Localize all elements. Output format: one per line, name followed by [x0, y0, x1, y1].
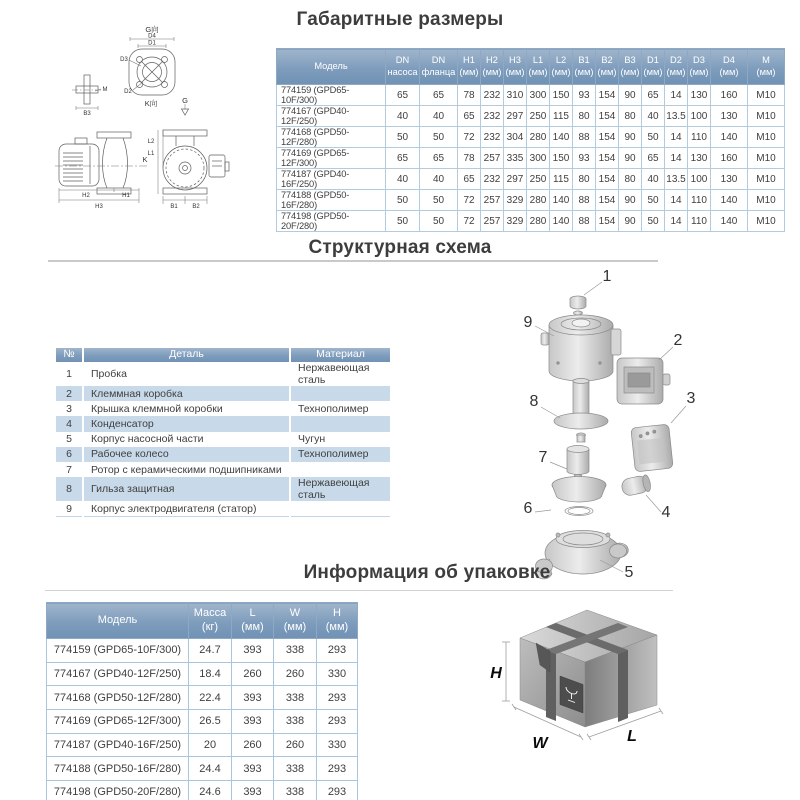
table-cell: Рабочее колесо	[83, 447, 290, 462]
column-header: H2 (мм)	[481, 49, 504, 85]
table-cell: 774187 (GPD40-16F/250)	[47, 733, 189, 757]
table-cell: 280	[527, 190, 550, 211]
table-row	[56, 501, 390, 517]
dimensions-table	[276, 48, 785, 232]
table-cell: 90	[619, 85, 642, 106]
table-cell: 774188 (GPD50-16F/280)	[277, 190, 386, 211]
part-number-8: 8	[529, 393, 539, 410]
table-cell: 110	[688, 190, 711, 211]
table-cell	[290, 501, 390, 517]
table-cell: 140	[550, 211, 573, 232]
dim-label-d2: D2	[124, 89, 132, 95]
table-cell: 65	[458, 169, 481, 190]
side-bracket-view	[72, 75, 108, 117]
table-row	[47, 710, 358, 734]
table-cell: 14	[665, 148, 688, 169]
table-cell: 26.5	[189, 710, 232, 734]
part-impeller	[552, 477, 606, 516]
table-cell: Корпус электродвигателя (статор)	[83, 501, 290, 517]
dim-label-g: G	[182, 96, 188, 105]
table-cell: M10	[748, 148, 785, 169]
column-header: D4 (мм)	[711, 49, 748, 85]
table-cell: 335	[504, 148, 527, 169]
header-row	[277, 49, 785, 85]
table-cell: 774168 (GPD50-12F/280)	[47, 686, 189, 710]
table-cell	[290, 386, 390, 401]
table-cell: 232	[481, 85, 504, 106]
table-cell: 310	[504, 85, 527, 106]
header-row	[56, 348, 390, 362]
table-cell: 293	[317, 639, 358, 663]
column-header: Деталь	[83, 348, 290, 362]
flange-view	[120, 24, 175, 108]
table-cell: 260	[232, 733, 274, 757]
table-cell: 50	[386, 127, 420, 148]
table-cell: Гильза защитная	[83, 477, 290, 501]
table-cell: 1	[66, 368, 72, 380]
column-header: M (мм)	[748, 49, 785, 85]
table-cell: M10	[748, 85, 785, 106]
column-header: L2 (мм)	[550, 49, 573, 85]
table-row	[56, 416, 390, 431]
table-row	[47, 639, 358, 663]
table-cell: 14	[665, 211, 688, 232]
part-motor-housing	[541, 315, 621, 381]
column-header: Материал	[290, 348, 390, 362]
part-sleeve	[554, 379, 608, 443]
table-cell	[290, 462, 390, 477]
dim-label-d3: D3	[120, 57, 128, 63]
table-cell: 260	[274, 662, 317, 686]
table-cell: 293	[317, 757, 358, 781]
table-cell: 232	[481, 106, 504, 127]
table-row	[277, 106, 785, 127]
table-cell: 393	[232, 781, 274, 800]
table-cell: 130	[711, 169, 748, 190]
package-box-illustration	[460, 598, 720, 778]
section-title-packaging: Информация об упаковке	[303, 562, 551, 583]
table-cell: 260	[274, 733, 317, 757]
column-header: DN фланца	[420, 49, 458, 85]
table-cell: 80	[619, 169, 642, 190]
table-cell: 14	[665, 127, 688, 148]
table-cell: 280	[527, 211, 550, 232]
table-cell: M10	[748, 127, 785, 148]
table-row	[47, 662, 358, 686]
part-number-2: 2	[673, 332, 683, 349]
table-row	[277, 127, 785, 148]
table-cell: 20	[189, 733, 232, 757]
table-cell: Чугун	[290, 432, 390, 447]
part-capacitor	[620, 474, 651, 497]
column-header: D2 (мм)	[665, 49, 688, 85]
table-cell: 50	[420, 127, 458, 148]
table-cell: 93	[573, 148, 596, 169]
table-cell: 257	[481, 190, 504, 211]
table-cell: Клеммная коробка	[83, 386, 290, 401]
table-cell: 774188 (GPD50-16F/280)	[47, 757, 189, 781]
table-cell: 90	[619, 148, 642, 169]
table-cell: 40	[642, 169, 665, 190]
table-cell: 297	[504, 106, 527, 127]
table-row	[56, 386, 390, 401]
section-title-dimensions: Габаритные размеры	[296, 9, 504, 30]
section-title-structure: Структурная схема	[308, 237, 492, 258]
table-cell: 338	[274, 686, 317, 710]
table-cell: 88	[573, 211, 596, 232]
table-cell: 260	[232, 662, 274, 686]
column-header: №	[56, 348, 83, 362]
table-cell: 3	[66, 402, 72, 415]
table-cell: M10	[748, 211, 785, 232]
pump-front-view	[148, 96, 229, 210]
table-cell: 393	[232, 686, 274, 710]
table-cell: 115	[550, 169, 573, 190]
column-header: Модель	[277, 49, 386, 85]
table-cell: 13.5	[665, 106, 688, 127]
table-cell: 65	[420, 148, 458, 169]
part-plug	[570, 296, 586, 315]
column-header: W (мм)	[274, 603, 317, 639]
table-cell: 154	[596, 106, 619, 127]
table-cell: 14	[665, 85, 688, 106]
part-number-6: 6	[523, 500, 533, 517]
table-cell: 140	[711, 190, 748, 211]
table-cell: 280	[527, 127, 550, 148]
table-cell: 140	[550, 190, 573, 211]
table-cell: 338	[274, 757, 317, 781]
table-cell: 65	[386, 148, 420, 169]
dim-label-h2: H2	[82, 193, 90, 199]
table-cell: Крышка клеммной коробки	[83, 401, 290, 416]
table-cell: M10	[748, 169, 785, 190]
column-header: H (мм)	[317, 603, 358, 639]
table-cell: 9	[66, 502, 72, 515]
table-cell: 154	[596, 169, 619, 190]
table-cell: 40	[420, 106, 458, 127]
box-label-l: L	[627, 728, 637, 745]
table-cell: 40	[642, 106, 665, 127]
table-cell: M10	[748, 190, 785, 211]
table-row	[56, 401, 390, 416]
table-row	[277, 211, 785, 232]
part-number-5: 5	[624, 564, 634, 581]
table-cell: 90	[619, 190, 642, 211]
dim-label-b2: B2	[192, 204, 200, 210]
table-cell: 154	[596, 85, 619, 106]
table-cell: 90	[619, 127, 642, 148]
table-cell: 330	[317, 733, 358, 757]
table-row	[277, 190, 785, 211]
column-header: Масса (кг)	[189, 603, 232, 639]
table-cell: 50	[386, 211, 420, 232]
table-cell: 88	[573, 127, 596, 148]
table-row	[56, 432, 390, 447]
dim-label-h3: H3	[95, 204, 103, 210]
table-cell: Нержавеющая сталь	[290, 362, 390, 386]
table-cell: 297	[504, 169, 527, 190]
table-row	[47, 757, 358, 781]
column-header: H1 (мм)	[458, 49, 481, 85]
dim-label-g-dir: G向	[145, 25, 159, 34]
table-cell: 40	[420, 169, 458, 190]
table-cell: 160	[711, 148, 748, 169]
table-cell: 774187 (GPD40-16F/250)	[277, 169, 386, 190]
table-cell: 50	[420, 211, 458, 232]
table-cell: Нержавеющая сталь	[290, 477, 390, 501]
dim-label-k: K	[142, 155, 148, 164]
divider	[48, 260, 658, 262]
table-cell: 24.7	[189, 639, 232, 663]
table-cell: 78	[458, 148, 481, 169]
table-cell: 130	[688, 85, 711, 106]
table-row	[277, 85, 785, 106]
table-cell: 115	[550, 106, 573, 127]
cardboard-box	[520, 610, 657, 727]
table-cell: 257	[481, 148, 504, 169]
table-cell: 232	[481, 127, 504, 148]
column-header: D1 (мм)	[642, 49, 665, 85]
table-cell: 100	[688, 169, 711, 190]
table-cell: 8	[66, 483, 72, 496]
table-cell: 154	[596, 148, 619, 169]
column-header: L (мм)	[232, 603, 274, 639]
table-cell: 338	[274, 710, 317, 734]
table-cell: 774159 (GPD65-10F/300)	[277, 85, 386, 106]
part-number-9: 9	[523, 314, 533, 331]
dim-label-b3: B3	[83, 111, 91, 117]
table-row	[47, 781, 358, 800]
table-cell: 65	[458, 106, 481, 127]
table-cell: 80	[573, 106, 596, 127]
table-cell: 88	[573, 190, 596, 211]
table-cell: 154	[596, 190, 619, 211]
table-cell: 774168 (GPD50-12F/280)	[277, 127, 386, 148]
column-header: B2 (мм)	[596, 49, 619, 85]
box-label-w: W	[532, 735, 548, 752]
parts-table	[56, 348, 390, 517]
table-row	[56, 362, 390, 386]
table-cell: 100	[688, 106, 711, 127]
table-cell: 65	[642, 148, 665, 169]
part-number-3: 3	[686, 390, 696, 407]
table-cell: 72	[458, 211, 481, 232]
dim-label-k-dir: K向	[144, 99, 158, 108]
table-cell: 130	[711, 106, 748, 127]
table-cell: 18.4	[189, 662, 232, 686]
pump-side-view	[55, 132, 148, 210]
table-cell: 330	[317, 662, 358, 686]
table-cell: 774169 (GPD65-12F/300)	[277, 148, 386, 169]
table-cell: Технополимер	[290, 447, 390, 462]
dim-label-l1: L1	[147, 151, 155, 157]
table-cell: 140	[550, 127, 573, 148]
table-row	[277, 148, 785, 169]
table-cell: 50	[642, 211, 665, 232]
table-cell: 300	[527, 85, 550, 106]
table-cell: 393	[232, 710, 274, 734]
column-header: L1 (мм)	[527, 49, 550, 85]
table-cell: 329	[504, 190, 527, 211]
table-cell: Пробка	[83, 362, 290, 386]
table-cell: 150	[550, 85, 573, 106]
dim-label-l2: L2	[147, 139, 155, 145]
table-row	[56, 477, 390, 501]
dim-label-b1: B1	[170, 204, 178, 210]
part-number-4: 4	[661, 504, 671, 521]
part-number-7: 7	[538, 449, 548, 466]
table-cell: 774198 (GPD50-20F/280)	[47, 781, 189, 800]
table-cell: 50	[642, 127, 665, 148]
column-header: D3 (мм)	[688, 49, 711, 85]
table-cell: 774167 (GPD40-12F/250)	[47, 662, 189, 686]
table-cell: 65	[420, 85, 458, 106]
table-cell: 5	[66, 433, 72, 446]
table-row	[47, 686, 358, 710]
table-cell: 72	[458, 190, 481, 211]
packaging-table	[46, 602, 358, 800]
table-cell: 50	[642, 190, 665, 211]
table-cell: 80	[573, 169, 596, 190]
exploded-diagram	[488, 263, 800, 595]
table-cell	[290, 416, 390, 431]
dim-label-h1: H1	[122, 193, 130, 199]
table-cell: 774167 (GPD40-12F/250)	[277, 106, 386, 127]
table-cell: 250	[527, 106, 550, 127]
table-cell: 250	[527, 169, 550, 190]
dim-label-m: M	[102, 87, 108, 93]
table-cell: 90	[619, 211, 642, 232]
divider	[45, 590, 673, 591]
table-cell: 2	[66, 387, 72, 400]
table-cell: 80	[619, 106, 642, 127]
table-cell: 393	[232, 639, 274, 663]
column-header: DN насоса	[386, 49, 420, 85]
table-row	[56, 462, 390, 477]
table-cell: 6	[66, 448, 72, 461]
table-cell: 130	[688, 148, 711, 169]
table-cell: 78	[458, 85, 481, 106]
table-cell: 65	[642, 85, 665, 106]
table-cell: Технополимер	[290, 401, 390, 416]
table-cell: 93	[573, 85, 596, 106]
table-cell: 338	[274, 781, 317, 800]
table-cell: 110	[688, 127, 711, 148]
table-cell: 65	[386, 85, 420, 106]
table-cell: 13.5	[665, 169, 688, 190]
table-cell: 300	[527, 148, 550, 169]
part-number-1: 1	[602, 268, 612, 285]
part-terminal-cover	[631, 424, 673, 472]
table-cell: 150	[550, 148, 573, 169]
table-row	[47, 733, 358, 757]
table-cell: 140	[711, 127, 748, 148]
table-cell: 4	[66, 417, 72, 430]
table-cell: 232	[481, 169, 504, 190]
table-cell: 140	[711, 211, 748, 232]
table-cell: Ротор с керамическими подшипниками	[83, 462, 290, 477]
table-cell: 110	[688, 211, 711, 232]
table-cell: 774169 (GPD65-12F/300)	[47, 710, 189, 734]
table-cell: 393	[232, 757, 274, 781]
table-cell: 293	[317, 781, 358, 800]
table-cell: 154	[596, 127, 619, 148]
table-cell: 72	[458, 127, 481, 148]
table-row	[56, 447, 390, 462]
table-cell: 24.6	[189, 781, 232, 800]
dim-label-d1: D1	[148, 40, 156, 47]
table-cell: 22.4	[189, 686, 232, 710]
table-cell: 154	[596, 211, 619, 232]
table-cell: 293	[317, 710, 358, 734]
table-cell: 40	[386, 106, 420, 127]
column-header: H3 (мм)	[504, 49, 527, 85]
table-cell: 24.4	[189, 757, 232, 781]
table-cell: 304	[504, 127, 527, 148]
table-cell: Корпус насосной части	[83, 432, 290, 447]
table-cell: 338	[274, 639, 317, 663]
table-cell: 50	[386, 190, 420, 211]
table-cell: 50	[420, 190, 458, 211]
column-header: Модель	[47, 603, 189, 639]
table-cell: 7	[66, 463, 72, 476]
table-cell: M10	[748, 106, 785, 127]
column-header: B3 (мм)	[619, 49, 642, 85]
table-row	[277, 169, 785, 190]
part-terminal-box	[617, 358, 670, 404]
dim-label-d4: D4	[148, 33, 156, 40]
table-cell: 257	[481, 211, 504, 232]
table-cell: 40	[386, 169, 420, 190]
table-cell: 774159 (GPD65-10F/300)	[47, 639, 189, 663]
box-label-h: H	[490, 665, 502, 682]
table-cell: 160	[711, 85, 748, 106]
table-cell: 293	[317, 686, 358, 710]
table-cell: Конденсатор	[83, 416, 290, 431]
table-cell: 329	[504, 211, 527, 232]
table-cell: 774198 (GPD50-20F/280)	[277, 211, 386, 232]
column-header: B1 (мм)	[573, 49, 596, 85]
header-row	[47, 603, 358, 639]
table-cell: 14	[665, 190, 688, 211]
technical-drawing	[35, 8, 285, 233]
